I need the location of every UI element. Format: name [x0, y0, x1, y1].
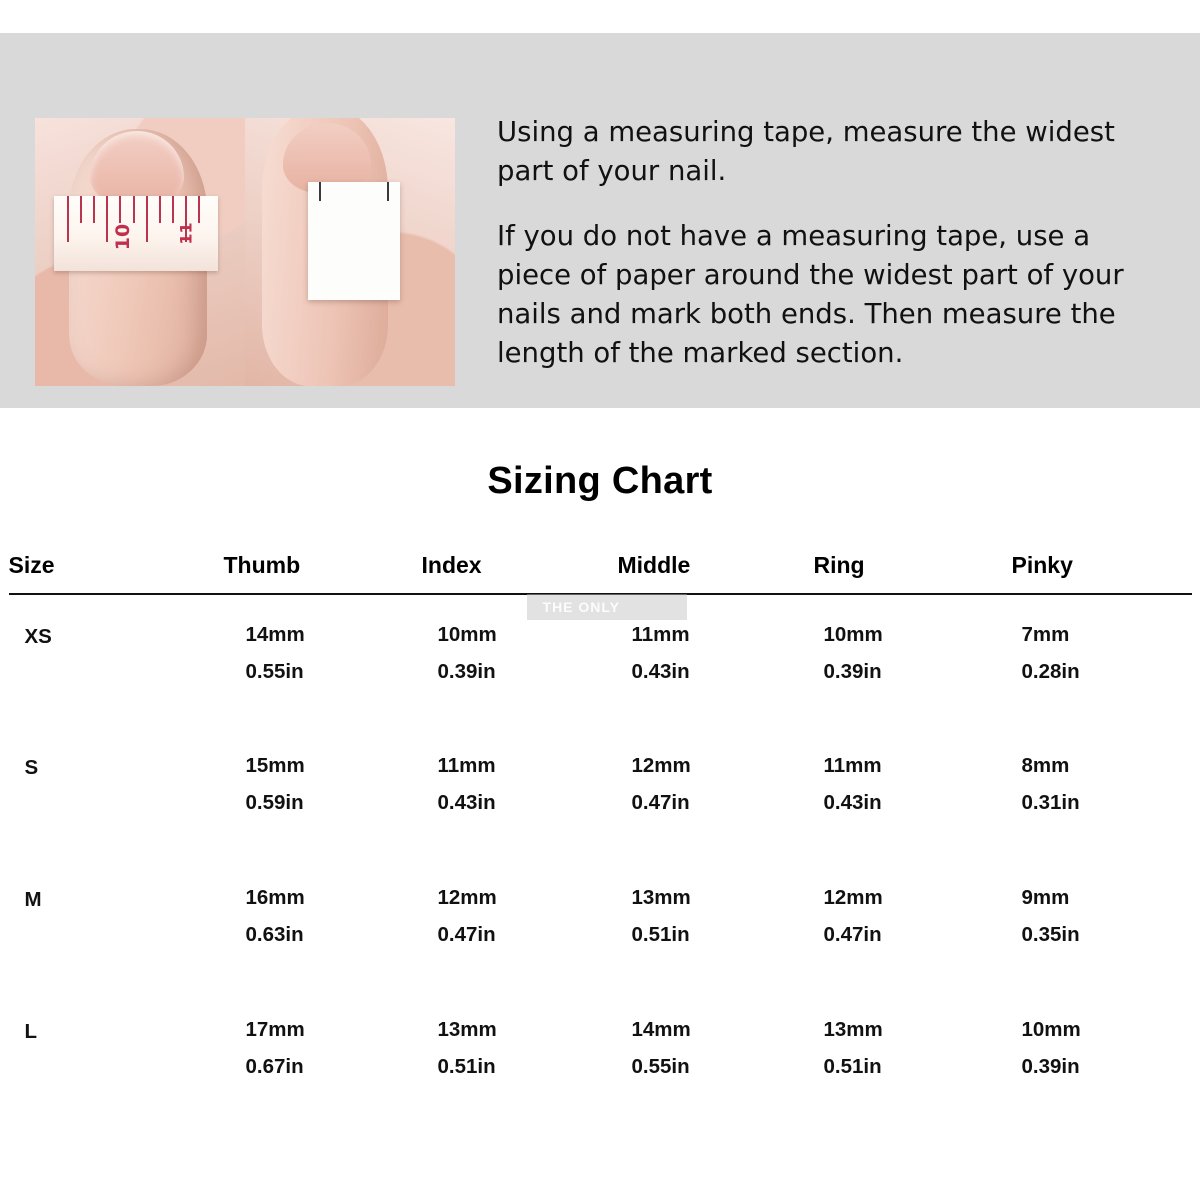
value-mm: 17mm — [245, 1018, 305, 1041]
value-mm: 14mm — [631, 1018, 691, 1041]
value-in: 0.55in — [631, 1054, 690, 1078]
tape-number-10: 10 — [111, 223, 134, 250]
value-mm: 15mm — [245, 754, 305, 777]
value-in: 0.51in — [437, 1054, 496, 1078]
value-mm: 13mm — [823, 1018, 883, 1041]
value-in: 0.43in — [437, 790, 496, 814]
instruction-text — [497, 113, 1157, 399]
value-mm: 13mm — [437, 1018, 497, 1041]
instruction-band — [0, 33, 1200, 408]
value-mm: 12mm — [437, 886, 497, 909]
cell-size: L — [24, 1020, 38, 1043]
cell-middle — [618, 726, 814, 858]
table-row — [9, 858, 1192, 990]
value-mm: 11mm — [437, 754, 496, 777]
cell-index — [422, 726, 618, 858]
column-header-index: Index — [421, 552, 482, 578]
cell-size: M — [24, 888, 42, 911]
value-mm: 13mm — [631, 886, 691, 909]
value-mm: 12mm — [823, 886, 883, 909]
value-in: 0.47in — [437, 922, 496, 946]
cell-pinky — [1012, 726, 1192, 858]
column-header-thumb: Thumb — [223, 552, 301, 578]
page-title: Sizing Chart — [487, 460, 713, 502]
cell-thumb — [224, 594, 422, 726]
column-header-ring: Ring — [813, 552, 865, 578]
cell-thumb — [224, 858, 422, 990]
value-mm: 12mm — [631, 754, 691, 777]
cell-middle — [618, 990, 814, 1122]
photo-paper-on-nail — [245, 118, 455, 386]
cell-size: XS — [24, 625, 52, 648]
cell-index — [422, 858, 618, 990]
cell-middle — [618, 594, 814, 726]
value-mm: 10mm — [1021, 1018, 1081, 1041]
value-in: 0.39in — [823, 659, 882, 683]
value-mm: 11mm — [631, 623, 690, 646]
value-mm: 16mm — [245, 886, 305, 909]
cell-middle — [618, 858, 814, 990]
column-header-size: Size — [8, 552, 55, 578]
value-mm: 8mm — [1021, 754, 1070, 777]
cell-pinky — [1012, 594, 1192, 726]
value-in: 0.51in — [631, 922, 690, 946]
cell-ring — [814, 726, 1012, 858]
value-mm: 9mm — [1021, 886, 1070, 909]
value-in: 0.63in — [245, 922, 304, 946]
measuring-tape-icon — [54, 196, 218, 271]
value-mm: 7mm — [1021, 623, 1070, 646]
cell-index — [422, 594, 618, 726]
value-in: 0.28in — [1021, 659, 1080, 683]
table-row — [9, 726, 1192, 858]
value-in: 0.51in — [823, 1054, 882, 1078]
cell-pinky — [1012, 858, 1192, 990]
sizing-table — [9, 552, 1192, 1122]
instruction-paragraph-1: Using a measuring tape, measure the widest part of your nail. — [497, 116, 1115, 188]
table-header-row — [9, 552, 1192, 594]
value-in: 0.43in — [631, 659, 690, 683]
value-in: 0.39in — [1021, 1054, 1080, 1078]
value-in: 0.35in — [1021, 922, 1080, 946]
value-mm: 14mm — [245, 623, 305, 646]
cell-size: S — [24, 756, 39, 779]
cell-index — [422, 990, 618, 1122]
value-in: 0.67in — [245, 1054, 304, 1078]
cell-ring — [814, 594, 1012, 726]
value-mm: 11mm — [823, 754, 882, 777]
value-in: 0.55in — [245, 659, 304, 683]
value-in: 0.59in — [245, 790, 304, 814]
value-in: 0.47in — [823, 922, 882, 946]
value-in: 0.43in — [823, 790, 882, 814]
column-header-pinky: Pinky — [1011, 552, 1073, 578]
value-in: 0.47in — [631, 790, 690, 814]
cell-ring — [814, 990, 1012, 1122]
cell-pinky — [1012, 990, 1192, 1122]
cell-ring — [814, 858, 1012, 990]
table-row — [9, 990, 1192, 1122]
table-row — [9, 594, 1192, 726]
sizing-chart — [0, 552, 1200, 1122]
column-header-middle: Middle — [617, 552, 691, 578]
value-in: 0.31in — [1021, 790, 1080, 814]
instruction-paragraph-2: If you do not have a measuring tape, use a piece of paper around the widest part of your nails and mark both ends. Then measure the length of the marked section. — [497, 220, 1124, 370]
value-mm: 10mm — [437, 623, 497, 646]
paper-strip-icon — [308, 182, 400, 300]
value-in: 0.39in — [437, 659, 496, 683]
value-mm: 10mm — [823, 623, 883, 646]
watermark-secondary: NAILS — [626, 599, 672, 615]
cell-thumb — [224, 726, 422, 858]
cell-thumb — [224, 990, 422, 1122]
watermark-primary: THE ONLY — [542, 599, 621, 615]
tape-number-11: 11 — [176, 222, 196, 245]
photo-tape-on-nail — [35, 118, 245, 386]
measuring-photo — [35, 118, 455, 386]
